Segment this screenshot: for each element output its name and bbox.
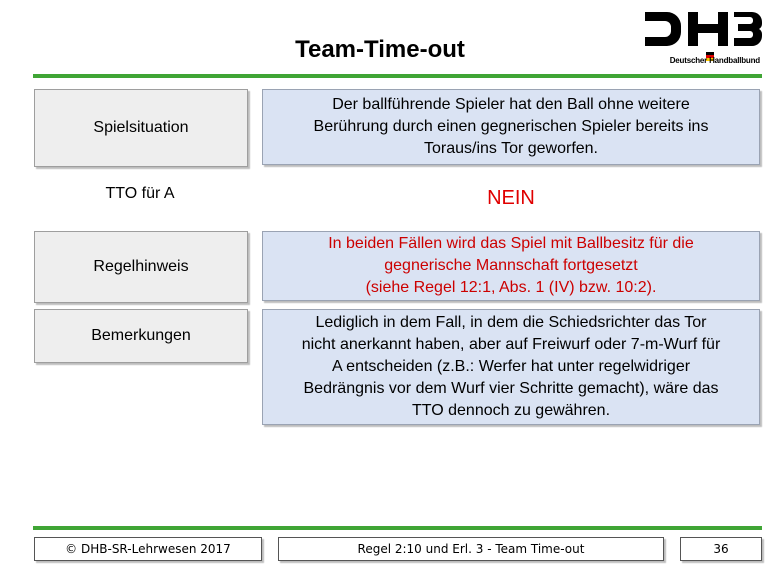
row-label-regelhinweis [34,231,248,303]
row-label-text: Bemerkungen [91,327,191,344]
row-label-text: TTO für A [105,185,175,202]
footer-topic [278,537,664,561]
row-value-spielsituation [262,89,760,165]
footer-copyright [34,537,262,561]
decision-value: NEIN [487,186,535,209]
logo-subtitle: Deutscher Handballbund [669,56,760,65]
page-number-text: 36 [713,542,729,556]
value-line: (siehe Regel 12:1, Abs. 1 (IV) bzw. 10:2). [365,279,657,296]
footer-topic-text: Regel 2:10 und Erl. 3 - Team Time-out [357,542,585,556]
row-value-tto [262,178,760,218]
row-label-spielsituation [34,89,248,167]
value-line: nicht anerkannt haben, aber auf Freiwurf oder 7-m-Wurf für [301,336,721,353]
page-title: Team-Time-out [295,36,465,63]
value-line: Bedrängnis vor dem Wurf vier Schritte gemacht), wäre das [303,380,719,397]
value-line: Berührung durch einen gegnerischen Spieler bereits ins [313,118,709,135]
row-label-text: Regelhinweis [93,258,189,275]
footer-page-number [680,537,762,561]
row-label-tto [34,176,246,212]
value-line: TTO dennoch zu gewähren. [411,402,611,419]
row-value-bemerkungen [262,309,760,425]
value-line: Der ballführende Spieler hat den Ball ohne weitere [332,96,690,113]
row-label-text: Spielsituation [93,119,189,136]
footer-divider [33,526,762,530]
row-label-bemerkungen [34,309,248,363]
value-line: A entscheiden (z.B.: Werfer hat unter regelwidriger [331,358,691,375]
footer-copyright-text: © DHB-SR-Lehrwesen 2017 [65,542,231,556]
value-line: Toraus/ins Tor geworfen. [423,140,598,157]
value-line: In beiden Fällen wird das Spiel mit Ballbesitz für die [328,235,694,252]
value-line: gegnerische Mannschaft fortgesetzt [384,257,638,274]
row-value-regelhinweis [262,231,760,301]
value-line: Lediglich in dem Fall, in dem die Schiedsrichter das Tor [315,314,707,331]
header-divider [33,74,762,78]
